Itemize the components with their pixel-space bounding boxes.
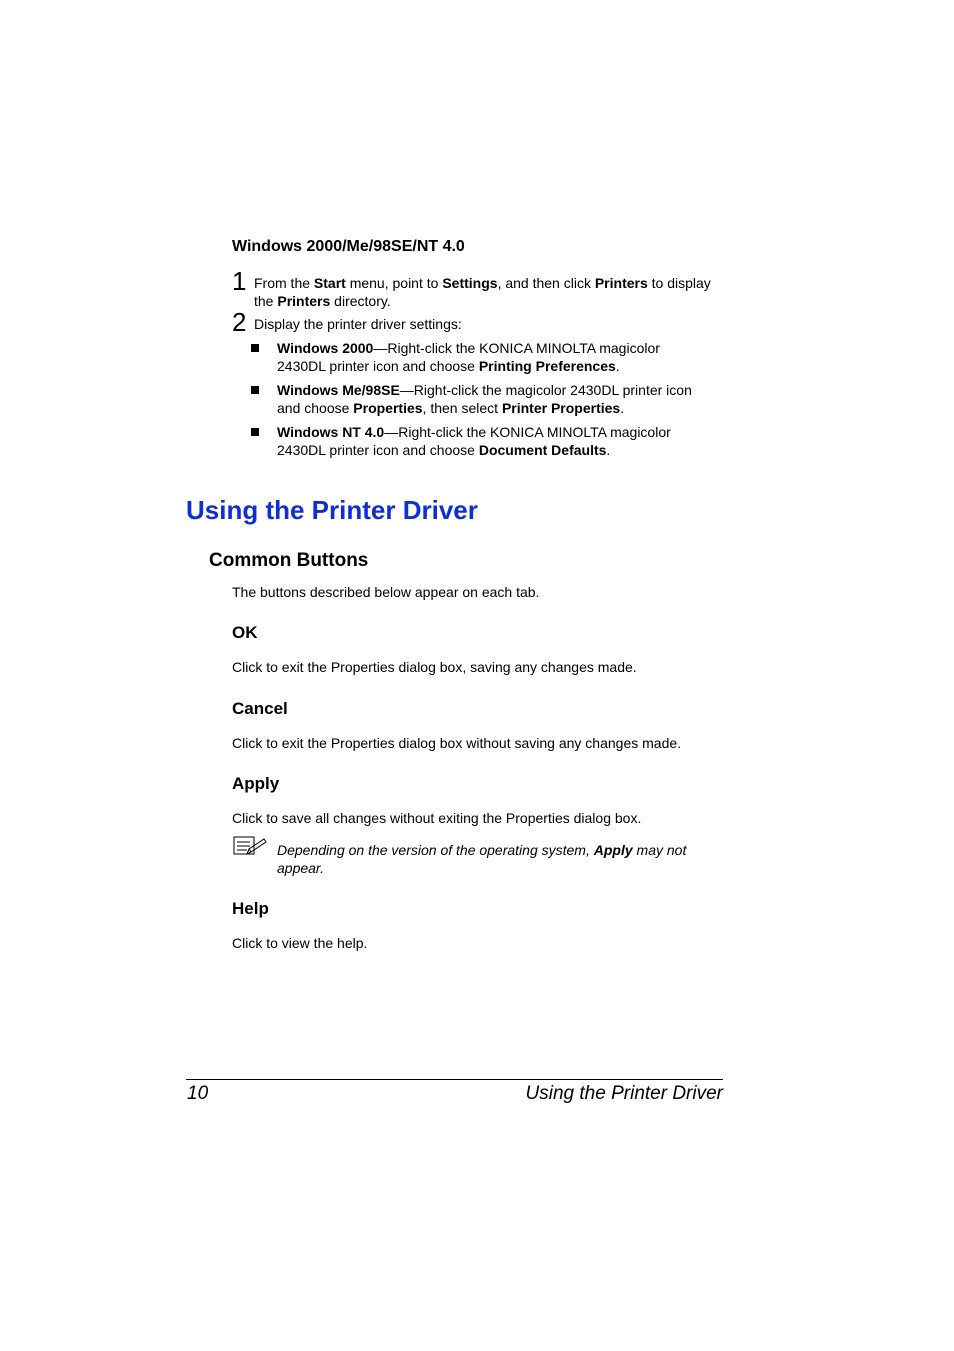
- button-heading-apply: Apply: [232, 774, 280, 793]
- button-desc-ok: Click to exit the Properties dialog box, saving any changes made.: [232, 659, 637, 675]
- bullet-marker: [251, 428, 259, 436]
- step-2-text: Display the printer driver settings:: [254, 316, 462, 332]
- section-subheading: Windows 2000/Me/98SE/NT 4.0: [232, 238, 465, 255]
- button-desc-cancel: Click to exit the Properties dialog box without saving any changes made.: [232, 735, 682, 751]
- subsection-title: Common Buttons: [209, 550, 369, 571]
- bullet-marker: [251, 344, 259, 352]
- step-1-line-1: From the Start menu, point to Settings, and then click Printers to display: [254, 275, 711, 291]
- step-number-2: 2: [232, 307, 247, 337]
- step-1-text: [254, 275, 711, 310]
- step-number-1: 1: [232, 266, 247, 296]
- page-number: 10: [187, 1083, 209, 1104]
- note-text: Depending on the version of the operating system, Apply may not appear.: [277, 842, 687, 876]
- step-1-line-2: the Printers directory.: [254, 292, 391, 309]
- intro-text: The buttons described below appear on each tab.: [232, 584, 540, 600]
- bullet-marker: [251, 386, 259, 394]
- button-heading-ok: OK: [232, 623, 258, 642]
- bullet-windows-2000: Windows 2000—Right-click the KONICA MINOLTA magicolor 2430DL printer icon and choose Printing Preferences.: [277, 340, 660, 374]
- button-heading-help: Help: [232, 899, 269, 918]
- button-desc-help: Click to view the help.: [232, 935, 368, 951]
- button-heading-cancel: Cancel: [232, 699, 288, 718]
- bullet-windows-me-98se: Windows Me/98SE—Right-click the magicolor 2430DL printer icon and choose Properties, then select Printer Properties.: [277, 382, 692, 416]
- chapter-title: Using the Printer Driver: [186, 495, 478, 525]
- note-pencil-icon: [233, 835, 267, 862]
- footer-divider: [186, 1079, 723, 1080]
- bullet-windows-nt-4: Windows NT 4.0—Right-click the KONICA MINOLTA magicolor 2430DL printer icon and choose Document Defaults.: [277, 424, 671, 458]
- running-title: Using the Printer Driver: [525, 1083, 723, 1104]
- button-desc-apply: Click to save all changes without exiting the Properties dialog box.: [232, 810, 642, 826]
